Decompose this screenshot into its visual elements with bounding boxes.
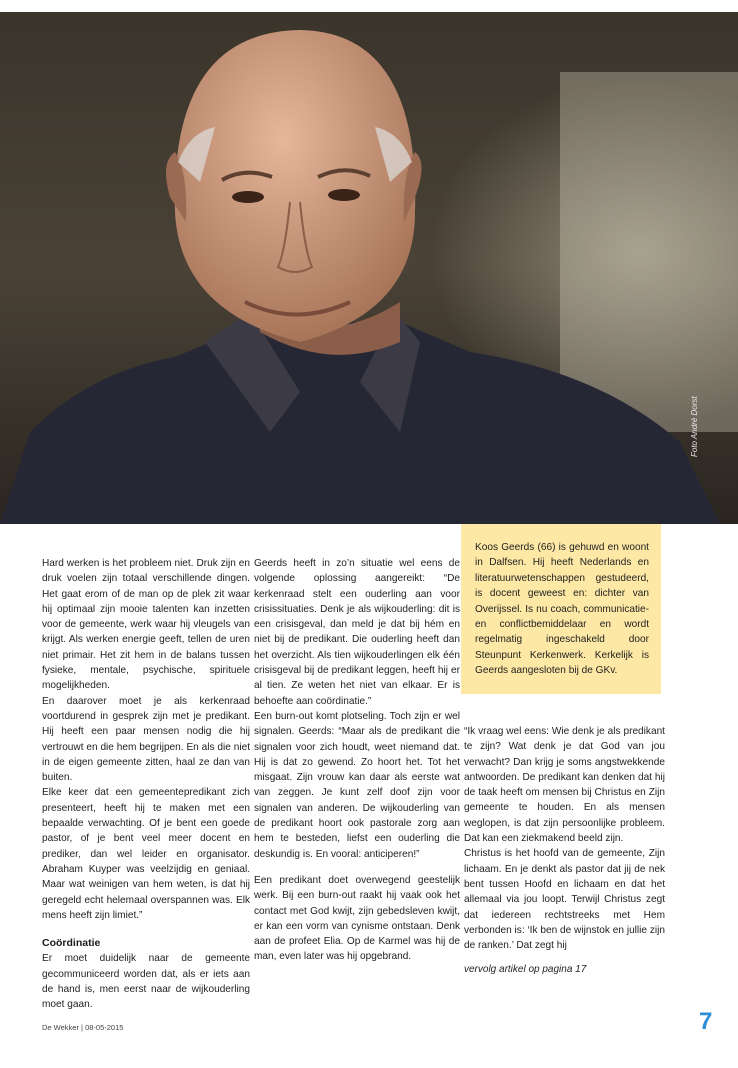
continued-note: vervolg artikel op pagina 17 [464, 964, 587, 975]
article-column-1 [42, 556, 250, 1013]
author-bio-box [461, 524, 661, 694]
page-number: 7 [699, 1008, 713, 1035]
paragraph: Christus is het hoofd van de gemeente, Zijn lichaam. En je denkt als pastor dat jij de nek bent tussen Hoofd en lichaam en dat het allemaal via jou loopt. Terwijl Christus zegt dat iedereen rechtstreeks met Hem verbonden is: ‘Ik ben de wijnstok en jullie zijn de ranken.’ Dat zegt hij [464, 848, 665, 952]
paragraph: Elke keer dat een gemeentepredikant zich presenteert, heeft hij te maken met een bepaalde verwachting. Of je bent een goede pastor, of je bent veel meer docent en prediker, dan wel leider en organisator. Abraham Kuyper was veelzijdig en geniaal. Maar wat weinigen van hem weten, is dat hij geregeld echt helemaal overspannen was. Elk mens heeft zijn limiet.” [42, 787, 250, 921]
portrait-photo [0, 12, 738, 524]
paragraph: Er moet duidelijk naar de gemeente gecommuniceerd worden dat, als er iets aan de hand is, men eerst naar de wijkouderling moet gaan. [42, 953, 250, 1011]
paragraph: Een burn-out komt plotseling. Toch zijn er wel signalen. Geerds: “Maar als de predikant die signalen voor zich houdt, weet niemand dat. Hij is dat zo gewend. Zo hoort het. Tot het misgaat. Zijn vrouw kan daar als eerste wat van zeggen. Je kunt zelf doof zijn voor signalen van anderen. De wijkouderling van de predikant hoort ook pastorale zorg aan hem te besteden, liefst een ouderling die deskundig is. En vooral: anticiperen!” [254, 710, 460, 860]
publication-footer: De Wekker | 08-05-2015 [42, 1023, 124, 1032]
paragraph: Een predikant doet overwegend geestelijk werk. Bij een burn-out raakt hij vaak ook het contact met God kwijt, zijn gebedsleven kwijt, er kan een vorm van cynisme ontstaan. Denk aan de profeet Elia. Op de Karmel was hij de man, even later was hij opgebrand. [254, 874, 460, 963]
paragraph: Geerds heeft in zo’n situatie wel eens de volgende oplossing aangereikt: “De kerkenraad stelt een ouderling aan voor crisissituaties. Denk je als wijkouderling: dit is een crisisgeval, dan meld je dat bij hém en niet bij de predikant. Die ouderling heeft dan het overzicht. Als tien wijkouderlingen elk één crisisgeval bij de predikant leggen, heeft hij er al tien. Ze weten het niet van elkaar. Er is behoefte aan coördinatie.” [254, 558, 460, 707]
section-heading: Coördinatie [42, 937, 101, 950]
photo-credit: Foto André Dorst [690, 396, 699, 457]
portrait-illustration [0, 12, 738, 524]
article-column-3 [464, 724, 665, 953]
article-column-2 [254, 556, 460, 965]
paragraph: “Ik vraag wel eens: Wie denk je als predikant te zijn? Wat denk je dat God van jou verwacht? Dan krijg je soms angstwekkende antwoorden. De predikant kan denken dat hij de taak heeft om mensen bij Christus en Zijn gemeente te houden. En als mensen weglopen, is dat zijn persoonlijke probleem. Dat kan een ziekmakend beeld zijn. [464, 726, 665, 845]
bio-text: Koos Geerds (66) is gehuwd en woont in Dalfsen. Hij heeft Nederlands en literatuurwetenschappen gestudeerd, is docent geweest en: dichter van Overijssel. Is nu coach, communicatie- en conflictbemiddelaar en wordt regelmatig ingeschakeld door Steunpunt Kerkenwerk. Kerkelijk is Geerds aangesloten bij de GKv. [475, 542, 649, 677]
paragraph: En daarover moet je als kerkenraad voortdurend in gesprek zijn met je predikant. Hij heeft een paar mensen nodig die hij vertrouwt en die hem begrijpen. En als die niet in de eigen gemeente zitten, haal ze dan van buiten. [42, 695, 250, 784]
paragraph: Hard werken is het probleem niet. Druk zijn en druk voelen zijn totaal verschillende dingen. Het gaat erom of de man op de plek zit waar hij optimaal zijn mooie talenten kan inzetten voor de gemeente, werk waar hij vleugels van krijgt. Als werken energie geeft, tellen de uren niet primair. Het zit hem in de balans tussen fysieke, mentale, psychische, spirituele mogelijkheden. [42, 558, 250, 692]
